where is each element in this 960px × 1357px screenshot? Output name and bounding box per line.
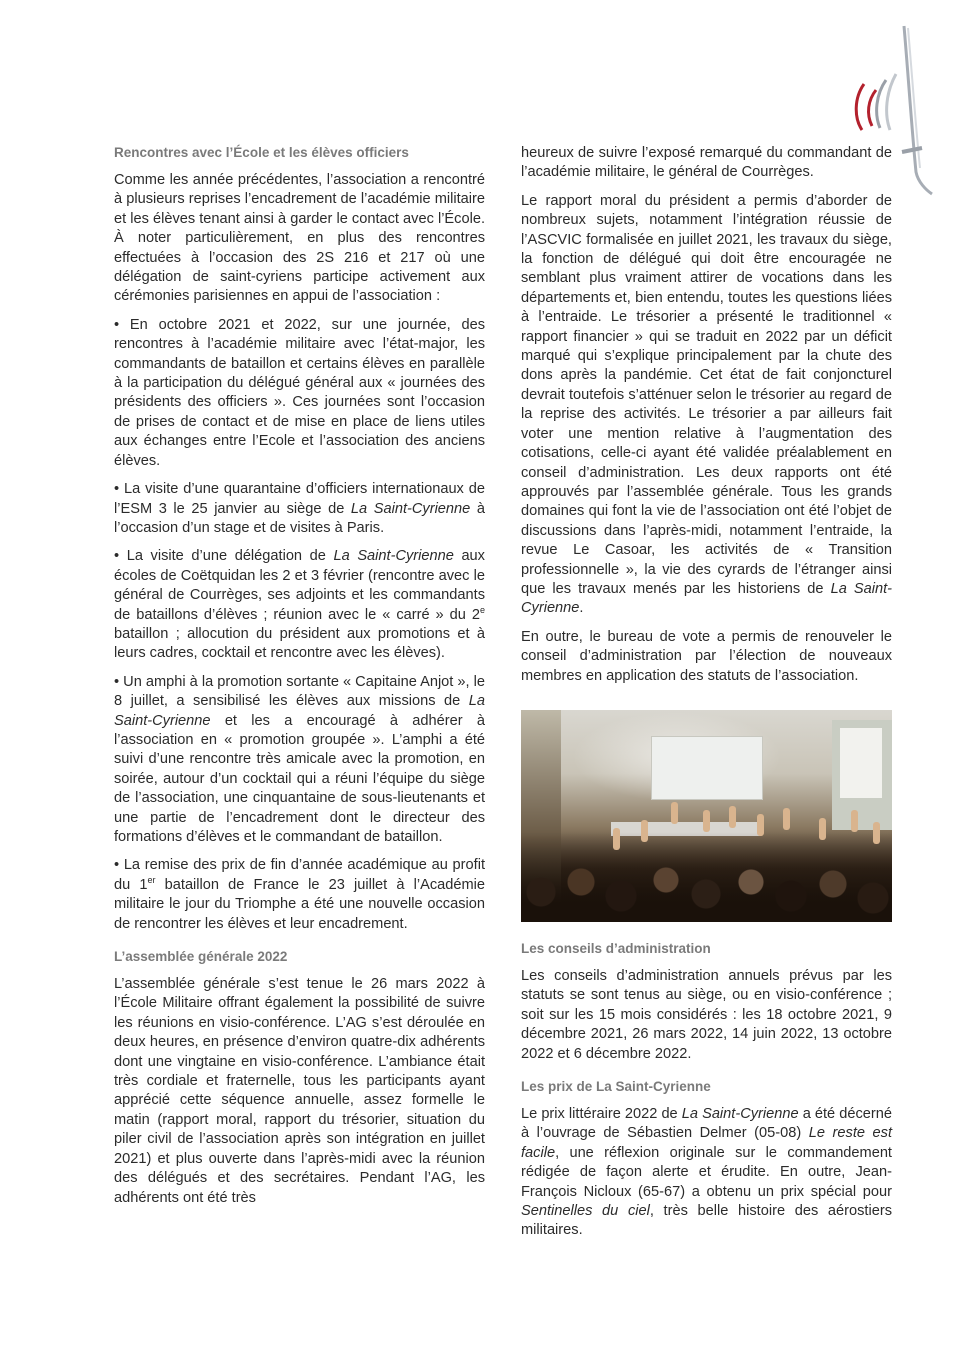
paragraph: L’assemblée générale s’est tenue le 26 mars 2022 à l’École Militaire offrant également la possibilité de suivre les réunions en visio-conférence. L’AG s’est déroulée en deux heures, en présence d’environ quatre-dix adhérents dont une vingtaine en visio-conférence. L’ambiance était très cordiale et fraternelle, tous les participants ayant apprécié cette séquence annuelle, assez formelle le matin (rapport moral, rapport du trésorier, situation du piler civil de l’association après son intégration en juillet 2021) et plus ouverte dans l’après-midi avec la réunion des délégués et des secrétaires. Pendant l’AG, les adhérents ont été très: [114, 976, 485, 1206]
assembly-photo: [521, 710, 892, 922]
paragraph: Les conseils d’administration annuels prévus par les statuts se sont tenus au siège, ou en visio-conférence ; soit sur les 15 mois considérés : les 18 octobre 2021, 9 décembre 2021, 26 mars 2022, 14 juin 2022, 13 octobre 2022 et 6 décembre 2022.: [521, 967, 892, 1062]
bullet-paragraph: • En octobre 2021 et 2022, sur une journée, des rencontres à l’académie militaire avec l’état-major, les commandants de bataillon et certains élèves en parallèle à la participation du délégué général aux « journées des présidents des officiers ». Ces journées sont l’occasion de prises de contact et de mise en place de liens utiles aux échanges entre l’Ecole et l’association des anciens élèves.: [114, 316, 485, 469]
paragraph: Le rapport moral du président a permis d’aborder de nombreux sujets, notamment l’intégration réussie de l’ASCVIC formalisée en juillet 2021, les travaux du siège, la fonction de délégué qui doit être encouragée ne semblant plus vraiment attirer de vocations dans les départements et, bien entendu, toutes les questions liées à l’entraide. Le trésorier a présenté le traditionnel « rapport financier » qui se traduit en 2022 par un déficit marqué qui s’explique principalement par la chute des dons après la pandémie. Cet état de fait conjoncturel devrait toutefois s’atténuer selon le trésorier au regard de la reprise des activités. Le trésorier a par ailleurs fait voter une mention relative à l’augmentation des cotisations, celle-ci ayant été validée préalablement en conseil d’administration. Les deux rapports ont été approuvés par l’assemblée générale. Tous les grands domaines qui font la vie de l’association ont été l’objet de discussions dans l’après-midi, notamment l’entraide, la revue Le Casoar, les activités de « Transition professionnelle », la vie des cyrards de l’étranger ainsi que les travaux menés par les historiens de La Saint-Cyrienne.: [521, 192, 892, 617]
left-column: [114, 144, 485, 1217]
paragraph: heureux de suivre l’exposé remarqué du commandant de l’académie militaire, le général de Courrèges.: [521, 145, 892, 181]
paragraph: En outre, le bureau de vote a permis de renouveler le conseil d’administration par l’élection de nouveaux membres en application des statuts de l’association.: [521, 628, 892, 684]
paragraph: Le prix littéraire 2022 de La Saint-Cyrienne a été décerné à l’ouvrage de Sébastien Delmer (05-08) Le reste est facile, une réflexion originale sur le commandement rédigée de façon alerte et érudite. En outre, Jean-François Nicloux (65-67) a obtenu un prix spécial pour Sentinelles du ciel, très belle histoire des aérostiers militaires.: [521, 1106, 892, 1239]
bullet-paragraph: • La visite d’une quarantaine d’officiers internationaux de l’ESM 3 le 25 janvier au siège de La Saint-Cyrienne à l’occasion d’un stage et de visites à Paris.: [114, 481, 485, 536]
bullet-paragraph: • La remise des prix de fin d’année académique au profit du 1er bataillon de France le 23 juillet à l’Académie militaire le jour du Triomphe a été une nouvelle occasion de rencontrer les élèves et leur encadrement.: [114, 857, 486, 932]
paragraph: Comme les année précédentes, l’association a rencontré à plusieurs reprises l’encadrement de l’académie militaire et les élèves tenant ainsi à garder le contact avec l’École. À noter particulièrement, en plus des rencontres effectuées à l’occasion des 2S 216 et 217 où une délégation de saint-cyriens participe activement aux cérémonies parisiennes en appui de l’association :: [114, 172, 485, 305]
section-heading-conseils: Les conseils d’administration: [521, 940, 711, 956]
right-column: [521, 144, 892, 1250]
section-heading-prix: Les prix de La Saint-Cyrienne: [521, 1079, 711, 1094]
section-heading-assemblee: L’assemblée générale 2022: [114, 949, 288, 965]
bullet-paragraph: • La visite d’une délégation de La Saint-Cyrienne aux écoles de Coëtquidan les 2 et 3 février (rencontre avec le général de Courrèges, ses adjoints et les commandants de bataillons d’élèves ; réunion avec le « carré » du 2e bataillon ; allocution du président aux promotions et à leurs cadres, cocktail et rencontre avec les élèves).: [114, 548, 485, 662]
bullet-paragraph: • Un amphi à la promotion sortante « Capitaine Anjot », le 8 juillet, a sensibilisé les élèves aux missions de La Saint-Cyrienne et les a encouragé à adhérer à l’association en « promotion groupée ». L’amphi a été suivi d’une rencontre très amicale avec la promotion, en soirée, autour d’un cocktail qui a réuni l’équipe du siège de l’association, une cinquantaine de sous-lieutenants et une partie de l’encadrement dont le directeur des formations d’élèves et le commandant de bataillon.: [114, 673, 485, 845]
section-heading-ecole: Rencontres avec l’École et les élèves officiers: [114, 145, 409, 160]
